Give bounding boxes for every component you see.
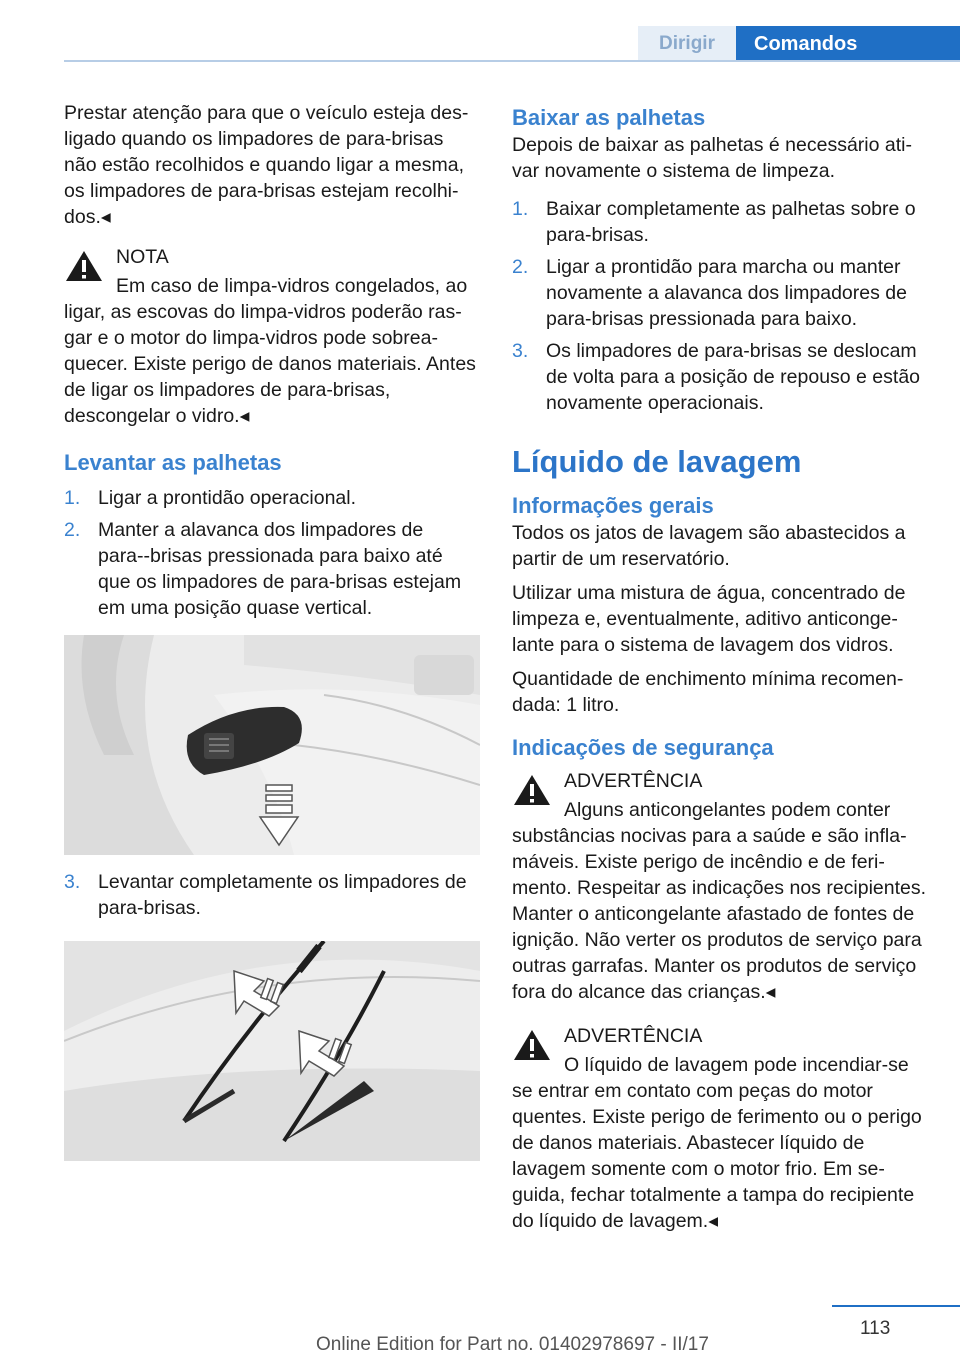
header-rule (64, 60, 960, 62)
general-paragraph-2: Utilizar uma mistura de água, concentrado de limpeza e, eventualmente, aditivo anticongelante para o sistema de lavagem dos vidros. (512, 582, 906, 656)
list-item: 1. Ligar a prontidão operacional. (64, 487, 357, 509)
intro-paragraph: Prestar atenção para que o veículo esteja desligado quando os limpadores de para-brisas não estão recolhidos e quando ligar a mesma, os limpadores de para-brisas estejam recolhidos.◂ (64, 102, 469, 228)
edition-note: Online Edition for Part no. 01402978697 - II/17 (316, 1334, 709, 1355)
wipers-raised-illustration (64, 941, 480, 1161)
warning-1-body: Alguns anticongelantes podem conter substâncias nocivas para a saúde e são inflamáveis. Existe perigo de incêndio e de ferimento. Respeitar as indicações nos recipientes. Manter o anticongelante afastado de fontes de ignição. Não verter os produtos de serviço para outras garrafas. Manter os produtos de serviço fora do alcance das crianças.◂ (512, 799, 927, 1003)
warning-block-1 (512, 768, 927, 1005)
left-column (64, 100, 480, 1161)
list-item: 1. Baixar completamente as palhetas sobre o para-brisas. (512, 198, 916, 246)
warning-triangle-icon (512, 772, 552, 808)
list-item: 3. Levantar completamente os limpadores de para-brisas. (64, 871, 467, 919)
chapter-tab: Comandos (736, 26, 960, 62)
lower-intro: Depois de baixar as palhetas é necessário ativar novamente o sistema de limpeza. (512, 134, 912, 182)
right-column (512, 100, 927, 1234)
list-item: 2. Ligar a prontidão para marcha ou manter novamente a alavanca dos limpadores de para-brisas pressionada para baixo. (512, 256, 907, 330)
page-number: 113 (860, 1318, 891, 1339)
warning-triangle-icon (64, 248, 104, 284)
lower-heading: Baixar as palhetas (512, 105, 706, 130)
wiper-lever-figure (64, 635, 480, 855)
note-body: Em caso de limpa-vidros congelados, ao ligar, as escovas do limpa-vidros poderão rasgar e o motor do limpa-vidros pode sobreaquecer. Existe perigo de danos materiais. Antes de ligar os limpadores de para-brisas, descongelar o vidro.◂ (64, 275, 476, 427)
raise-step-3 (64, 869, 480, 921)
wipers-raised-figure (64, 941, 480, 1161)
note-block (64, 244, 480, 429)
wiper-lever-illustration (64, 635, 480, 855)
list-item: 3. Os limpadores de para-brisas se deslocam de volta para a posição de repouso e estão novamente operacionais. (512, 340, 921, 414)
general-paragraph-3: Quantidade de enchimento mínima recomendada: 1 litro. (512, 668, 904, 716)
lower-steps-list (512, 196, 927, 416)
general-paragraph-1: Todos os jatos de lavagem são abastecidos a partir de um reservatório. (512, 522, 906, 570)
section-tab: Dirigir (638, 26, 736, 62)
general-heading: Informações gerais (512, 493, 714, 518)
footer-rule (832, 1305, 960, 1307)
list-item: 2. Manter a alavanca dos limpadores de para--brisas pressionada para baixo até que os limpadores de para-brisas estejam em uma posição quase vertical. (64, 519, 462, 619)
note-text (64, 273, 480, 429)
fluid-heading: Líquido de lavagem (512, 444, 802, 479)
raise-steps-list (64, 485, 480, 621)
note-title: NOTA (116, 246, 169, 268)
warning-block-2 (512, 1023, 927, 1234)
warning-triangle-icon (512, 1027, 552, 1063)
warning-1-title: ADVERTÊNCIA (564, 770, 703, 792)
warning-2-title: ADVERTÊNCIA (564, 1025, 703, 1047)
safety-heading: Indicações de segurança (512, 735, 774, 760)
raise-heading: Levantar as palhetas (64, 450, 282, 475)
warning-2-body: O líquido de lavagem pode incendiar-se se entrar em contato com peças do motor quentes. Existe perigo de ferimento ou o perigo de danos materiais. Abastecer líquido de lavagem somente com o motor frio. Em seguida, fechar totalmente a tampa do recipiente do líquido de lavagem.◂ (512, 1054, 922, 1232)
